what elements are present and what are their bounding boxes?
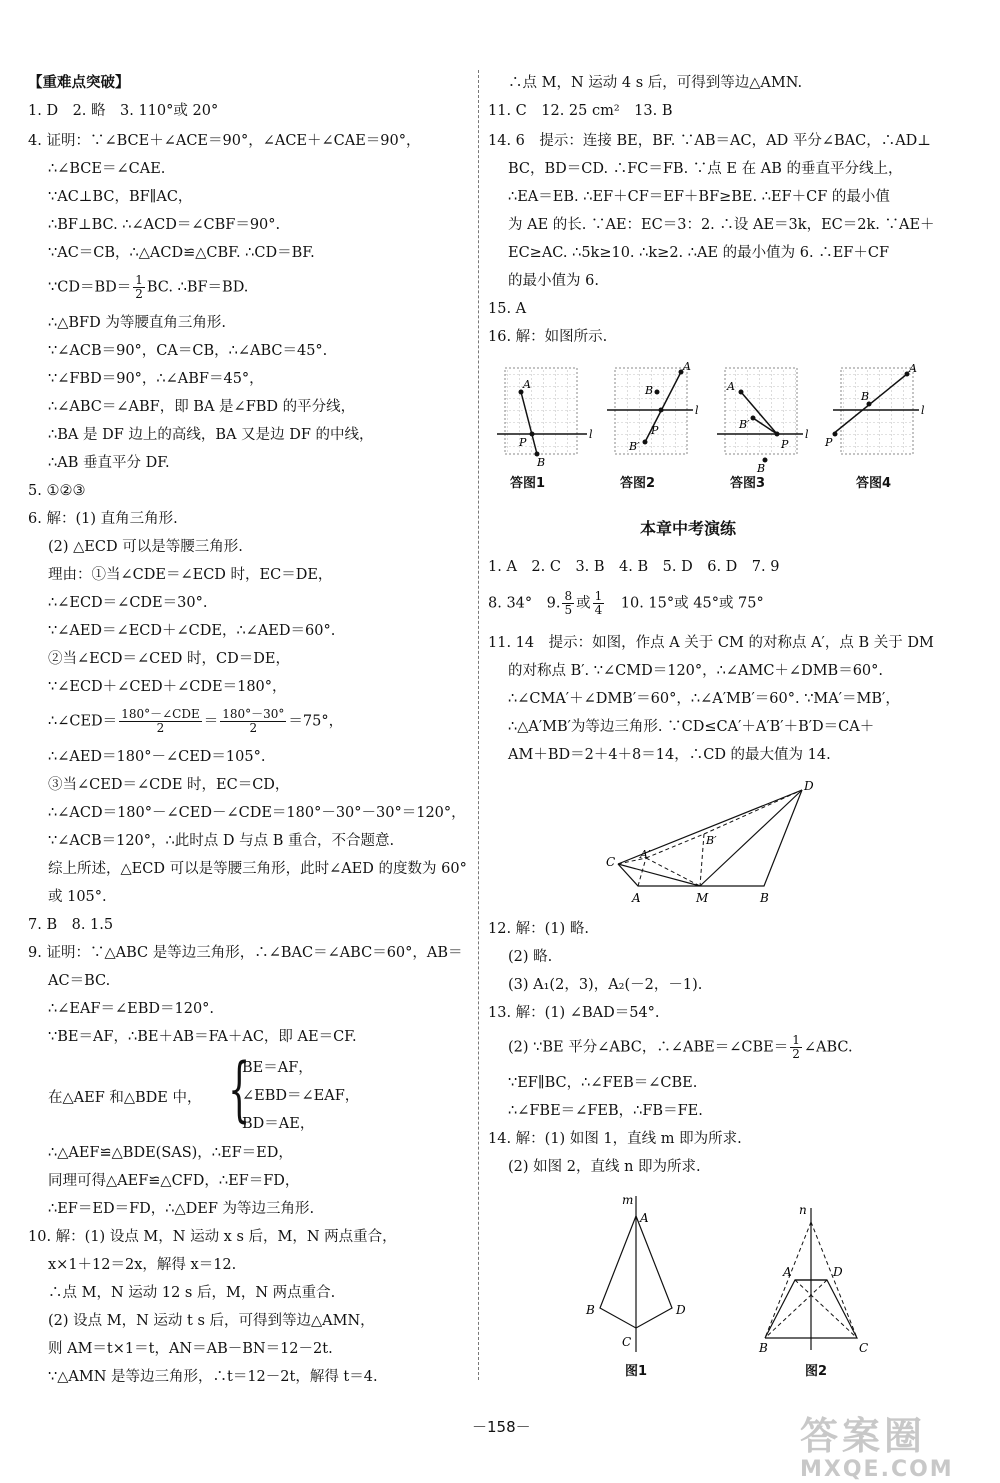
answer-line: ∴∠ACD＝180°－∠CED－∠CDE＝180°－30°－30°＝120°， <box>48 805 466 821</box>
figure-1-line-m <box>570 1190 710 1360</box>
svg-text:P: P <box>519 436 527 449</box>
chapter-title: 本章中考演练 <box>640 519 737 538</box>
svg-text:l: l <box>805 428 809 441</box>
answer-line: 14. 解：(1) 如图 1，直线 m 即为所求. <box>488 1131 742 1147</box>
answer-line: ②当∠ECD＝∠CED 时，CD＝DE， <box>48 651 290 667</box>
answer-line: 综上所述，△ECD 可以是等腰三角形，此时∠AED 的度数为 60° <box>48 861 467 877</box>
answer-line: ∴△AEF≌△BDE(SAS)，∴EF＝ED， <box>48 1145 293 1161</box>
equation-system: 在△AEF 和△BDE 中， { BE＝AF， ∠EBD＝∠EAF， BD＝AE， <box>48 1048 360 1132</box>
answer-line: 15. A <box>488 301 527 317</box>
svg-text:m: m <box>622 1193 634 1207</box>
answer-line: (2) △ECD 可以是等腰三角形. <box>48 539 243 555</box>
figure-caption: 答图2 <box>620 476 656 491</box>
svg-text:P: P <box>825 436 833 449</box>
fraction: $\frac{1}{2}$ <box>135 273 143 301</box>
answer-line: EC≥AC. ∴5k≥10. ∴k≥2. ∴AE 的最小值为 6. ∴EF＋CF <box>508 245 889 261</box>
answer-line: ∴点 M，N 运动 4 s 后，可得到等边△AMN. <box>508 75 803 91</box>
fraction: $\frac{8}{5}$ <box>564 589 573 617</box>
answer-line: ∴点 M，N 运动 12 s 后，M，N 两点重合. <box>48 1285 336 1301</box>
column-divider <box>478 70 479 1380</box>
answer-line: ∵BE＝AF，∴BE＋AB＝FA＋AC，即 AE＝CF. <box>48 1029 357 1045</box>
svg-text:B: B <box>645 384 654 397</box>
svg-text:C: C <box>859 1341 869 1355</box>
answer-figure-1 <box>497 368 593 469</box>
svg-text:B: B <box>757 462 766 475</box>
answer-line: ∵EF∥BC，∴∠FEB＝∠CBE. <box>508 1075 698 1091</box>
svg-text:B: B <box>760 891 769 905</box>
answer-line: 的对称点 B′. ∵∠CMD＝120°，∴∠AMC＋∠DMB＝60°. <box>508 663 884 679</box>
answer-line: 14. 6 提示：连接 BE，BF. ∵AB＝AC，AD 平分∠BAC，∴AD⊥ <box>488 133 931 149</box>
answer-line: (2) 如图 2，直线 n 即为所求. <box>508 1159 701 1175</box>
figure-caption: 图2 <box>805 1364 828 1379</box>
answer-line: ∴EF＝ED＝FD，∴△DEF 为等边三角形. <box>48 1201 315 1217</box>
svg-text:B′: B′ <box>739 418 750 431</box>
answer-line: AC＝BC. <box>48 973 111 989</box>
answer-line: ∴∠CED＝ $\frac{\text{180°－∠CDE}}{2}$ ＝ $\frac{180^\circ-30^\circ}{2}$ ＝75°， <box>48 707 344 735</box>
figure-caption: 答图4 <box>856 476 892 491</box>
figure-caption: 图1 <box>625 1364 648 1379</box>
answer-line: ∴△A′MB′为等边三角形. ∵CD≤CA′＋A′B′＋B′D＝CA＋ <box>508 719 875 735</box>
figure-2-line-n <box>755 1200 885 1360</box>
answer-line: 同理可得△AEF≌△CFD，∴EF＝FD， <box>48 1173 300 1189</box>
svg-text:B′: B′ <box>629 440 640 453</box>
answer-line: ∵AC＝CB，∴△ACD≌△CBF. ∴CD＝BF. <box>48 245 315 261</box>
svg-text:B: B <box>861 390 870 403</box>
svg-text:P: P <box>651 424 659 437</box>
svg-text:A: A <box>727 380 735 393</box>
answer-line: AM＋BD＝2＋4＋8＝14，∴CD 的最大值为 14. <box>508 747 831 763</box>
svg-text:D: D <box>676 1303 686 1317</box>
answer-line: ∴∠BCE＝∠CAE. <box>48 161 166 177</box>
svg-text:A′: A′ <box>640 848 651 861</box>
answer-line: ∵CD＝BD＝ $\frac{1}{2}$ BC. ∴BF＝BD. <box>48 273 249 301</box>
fraction: $\frac{\text{180°－∠CDE}}{2}$ <box>121 707 200 735</box>
svg-text:l: l <box>695 404 699 417</box>
answer-line: 理由：①当∠CDE＝∠ECD 时，EC＝DE， <box>48 567 333 583</box>
answer-line: ∴∠FBE＝∠FEB，∴FB＝FE. <box>508 1103 703 1119</box>
svg-text:M: M <box>696 891 709 905</box>
svg-text:C: C <box>606 855 616 869</box>
answer-figure-4 <box>824 362 925 454</box>
answer-line: ∴∠AED＝180°－∠CED＝105°. <box>48 749 266 765</box>
svg-text:A: A <box>683 362 691 373</box>
svg-text:B′: B′ <box>706 834 717 847</box>
answer-figure-2 <box>607 362 699 454</box>
answer-line: ∴AB 垂直平分 DF. <box>48 455 170 471</box>
answer-line: x×1＋12＝2x，解得 x＝12. <box>48 1257 237 1273</box>
svg-text:B: B <box>537 456 546 469</box>
answer-line: (3) A₁(2，3)，A₂(－2，－1). <box>508 977 703 993</box>
answer-line: 6. 解：(1) 直角三角形. <box>28 511 178 527</box>
answer-line: ∴BA 是 DF 边上的高线，BA 又是边 DF 的中线， <box>48 427 374 443</box>
svg-text:l: l <box>589 428 593 441</box>
svg-text:C: C <box>622 1335 632 1349</box>
answer-line: 则 AM＝t×1＝t，AN＝AB－BN＝12－2t. <box>48 1341 333 1357</box>
fraction: $\frac{180^\circ-30^\circ}{2}$ <box>222 707 285 735</box>
answer-line: 5. ①②③ <box>28 483 86 499</box>
svg-text:A: A <box>640 1211 649 1225</box>
answer-line: ∴EA＝EB. ∴EF＋CF＝EF＋BF≥BE. ∴EF＋CF 的最小值 <box>508 189 890 205</box>
answer-line: ∵AC⊥BC，BF∥AC， <box>48 189 193 205</box>
answer-line: 11. 14 提示：如图，作点 A 关于 CM 的对称点 A′，点 B 关于 DM <box>488 635 934 651</box>
answer-line: 10. 解：(1) 设点 M，N 运动 x s 后，M，N 两点重合， <box>28 1229 397 1245</box>
answer-line: (2) ∵BE 平分∠ABC，∴∠ABE＝∠CBE＝ $\frac{1}{2}$ ∠ABC. <box>508 1033 853 1061</box>
answer-line: 11. C 12. 25 cm² 13. B <box>488 103 673 119</box>
answer-line: ∴△BFD 为等腰直角三角形. <box>48 315 226 331</box>
answer-line: ③当∠CED＝∠CDE 时，EC＝CD， <box>48 777 290 793</box>
fraction: $\frac{1}{4}$ <box>594 589 603 617</box>
watermark-logo: 答案圈 MXQE.COM <box>800 1414 954 1482</box>
answer-line: ∴∠EAF＝∠EBD＝120°. <box>48 1001 215 1017</box>
answer-line: 4. 证明：∵∠BCE＋∠ACE＝90°，∠ACE＋∠CAE＝90°， <box>28 133 421 149</box>
figure-caption: 答图1 <box>510 476 546 491</box>
answer-line: 7. B 8. 1.5 <box>28 917 114 933</box>
svg-text:B: B <box>759 1341 768 1355</box>
page-number: －158－ <box>472 1418 531 1436</box>
answer-line: ∴∠CMA′＋∠DMB′＝60°，∴∠A′MB′＝60°. ∵MA′＝MB′， <box>508 691 900 707</box>
answer-line: 1. A 2. C 3. B 4. B 5. D 6. D 7. 9 <box>488 559 780 575</box>
answer-line: ∴∠ABC＝∠ABF，即 BA 是∠FBD 的平分线， <box>48 399 356 415</box>
svg-text:D: D <box>833 1265 843 1279</box>
answer-line: (2) 略. <box>508 949 553 965</box>
answer-line: ∵∠ACB＝90°，CA＝CB，∴∠ABC＝45°. <box>48 343 328 359</box>
svg-text:A: A <box>632 891 641 905</box>
answer-line: ∵∠FBD＝90°，∴∠ABF＝45°， <box>48 371 264 387</box>
answer-line: 或 105°. <box>48 889 107 905</box>
answer-line: 13. 解：(1) ∠BAD＝54°. <box>488 1005 660 1021</box>
answer-line: ∵∠ACB＝120°，∴此时点 D 与点 B 重合，不合题意. <box>48 833 395 849</box>
fraction: $\frac{1}{2}$ <box>792 1033 800 1061</box>
svg-text:D: D <box>804 779 814 793</box>
section-heading: 【重难点突破】 <box>28 75 130 91</box>
answer-line: ∴BF⊥BC. ∴∠ACD＝∠CBF＝90°. <box>48 217 281 233</box>
answer-figure-3 <box>717 368 809 475</box>
answer-line: ∵∠ECD＋∠CED＋∠CDE＝180°， <box>48 679 287 695</box>
answer-line: BC，BD＝CD. ∴FC＝FB. ∵点 E 在 AB 的垂直平分线上， <box>508 161 903 177</box>
svg-text:P: P <box>781 438 789 451</box>
answer-line: 9. 证明：∵△ABC 是等边三角形，∴∠BAC＝∠ABC＝60°，AB＝ <box>28 945 463 961</box>
answer-line: 8. 34° 9. $\frac{8}{5}$ 或 $\frac{1}{4}$ 10. 15°或 45°或 75° <box>488 589 764 617</box>
svg-text:A: A <box>909 362 917 375</box>
answer-line: ∵△AMN 是等边三角形，∴t＝12－2t，解得 t＝4. <box>48 1369 378 1385</box>
answer-line: ∴∠ECD＝∠CDE＝30°. <box>48 595 208 611</box>
answer-line: 为 AE 的长. ∵AE：EC＝3：2. ∴设 AE＝3k，EC＝2k. ∵AE＋ <box>508 217 935 233</box>
figure-caption: 答图3 <box>730 476 766 491</box>
left-brace: { <box>228 1048 251 1130</box>
svg-text:n: n <box>799 1203 807 1217</box>
answer-line: 12. 解：(1) 略. <box>488 921 589 937</box>
geometry-figure-cd <box>600 778 830 908</box>
svg-text:A: A <box>783 1265 792 1279</box>
answer-line: 16. 解：如图所示. <box>488 329 608 345</box>
answer-line: (2) 设点 M，N 运动 t s 后，可得到等边△AMN， <box>48 1313 375 1329</box>
answer-line: ∵∠AED＝∠ECD＋∠CDE，∴∠AED＝60°. <box>48 623 336 639</box>
svg-text:l: l <box>921 404 925 417</box>
answer-line: 的最小值为 6. <box>508 273 599 289</box>
svg-text:A: A <box>523 378 531 391</box>
answer-line: 1. D 2. 略 3. 110°或 20° <box>28 103 219 119</box>
svg-text:B: B <box>586 1303 595 1317</box>
